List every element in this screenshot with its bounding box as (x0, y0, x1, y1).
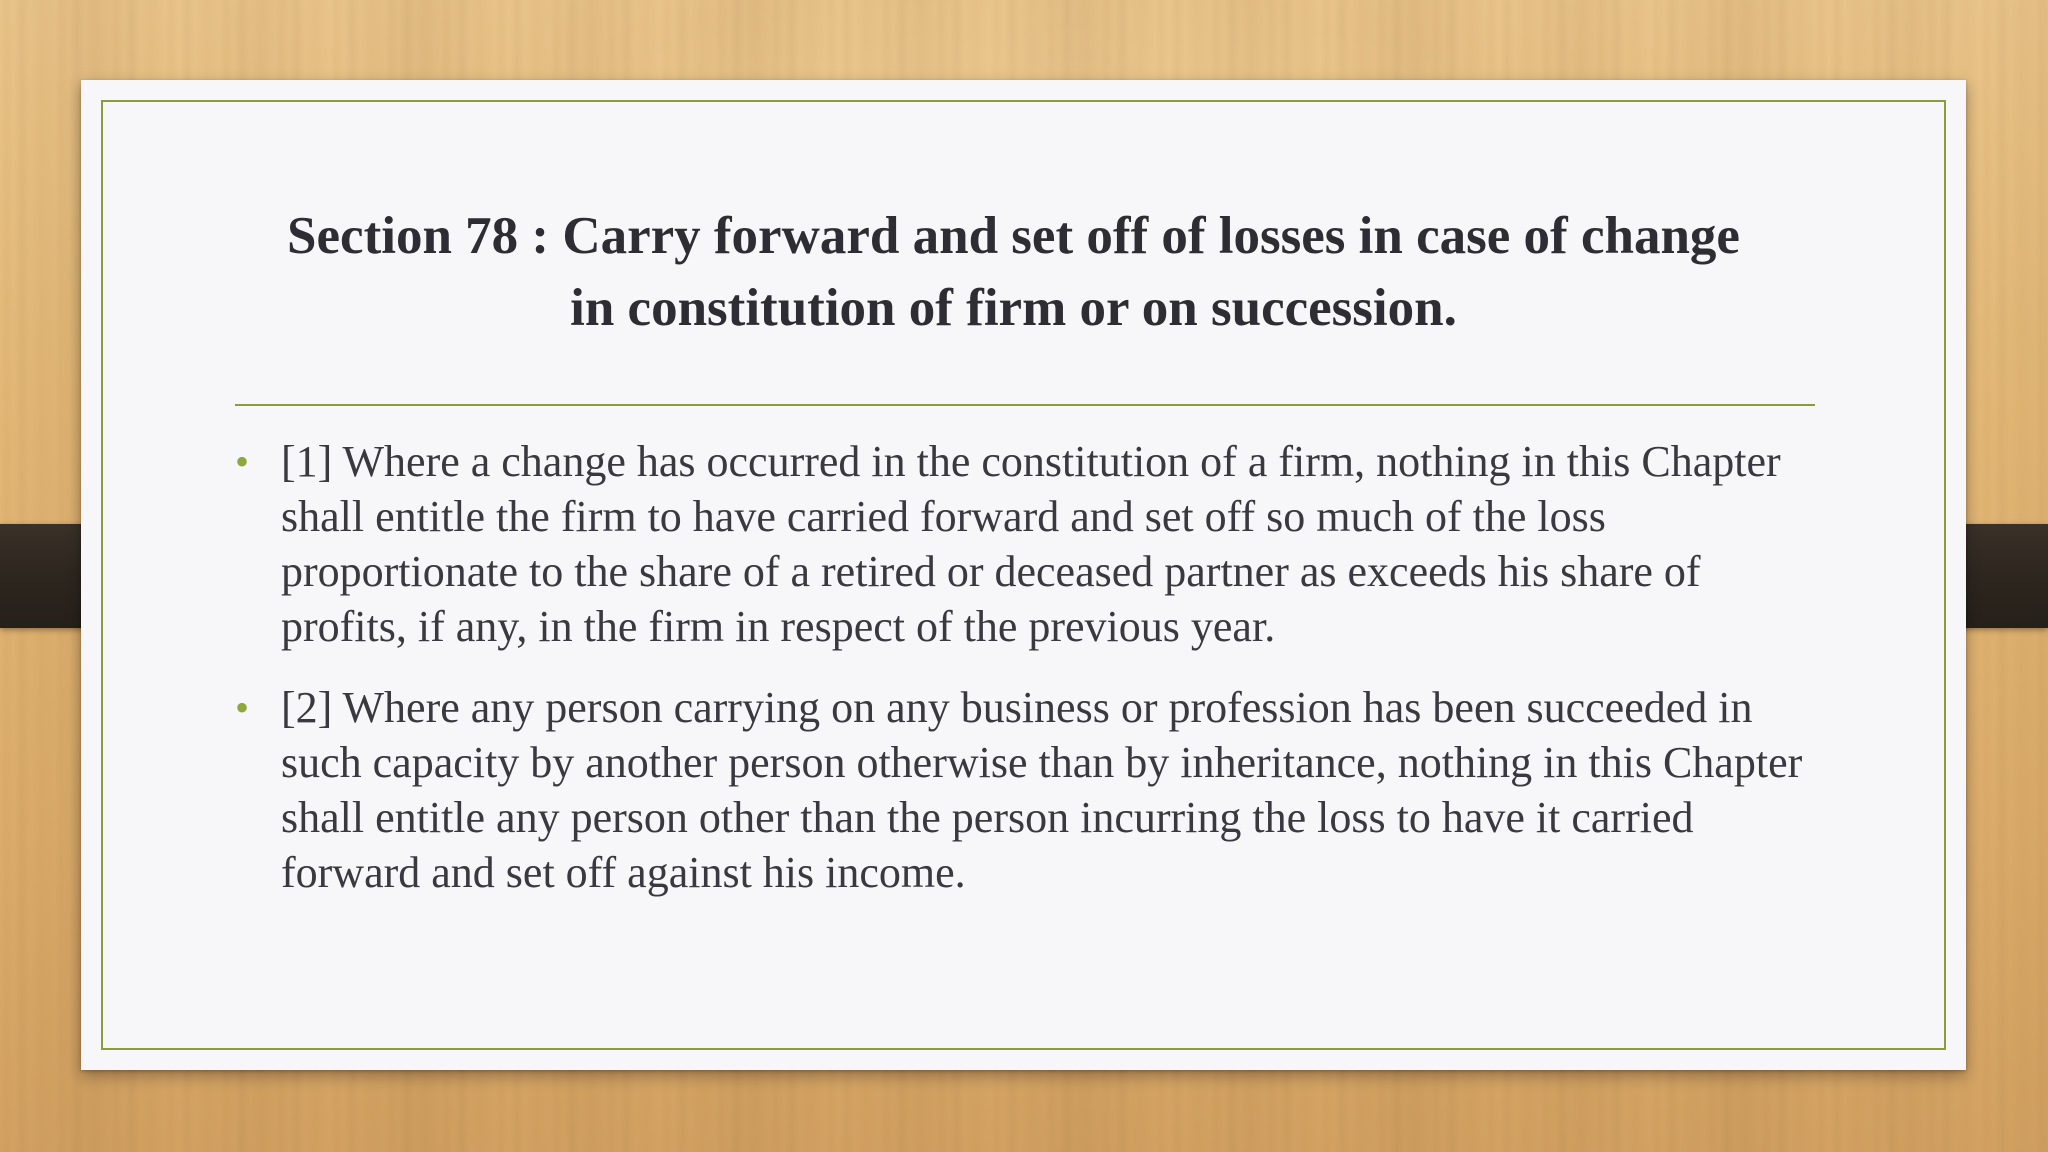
bullet-list (235, 434, 1825, 926)
bullet-dot-icon: • (235, 685, 250, 730)
bullet-item-2 (235, 680, 1825, 900)
bullet-text: [1] Where a change has occurred in the constitution of a firm, nothing in this Chapter shall entitle the firm to have carried forward and set off so much of the loss proportionate to the share of a retired or deceased partner as exceeds his share of profits, if any, in the firm in respect of the previous year. (281, 437, 1781, 651)
title-divider (235, 404, 1815, 406)
slide-title: Section 78 : Carry forward and set off of losses in case of change in constitution of firm or on succession. (287, 207, 1740, 337)
bullet-item-1 (235, 434, 1825, 654)
slide-card (81, 80, 1966, 1070)
bullet-text: [2] Where any person carrying on any business or profession has been succeeded in such capacity by another person otherwise than by inheritance, nothing in this Chapter shall entitle any person other than the person incurring the loss to have it carried forward and set off against his income. (281, 683, 1803, 897)
bullet-dot-icon: • (235, 439, 250, 484)
